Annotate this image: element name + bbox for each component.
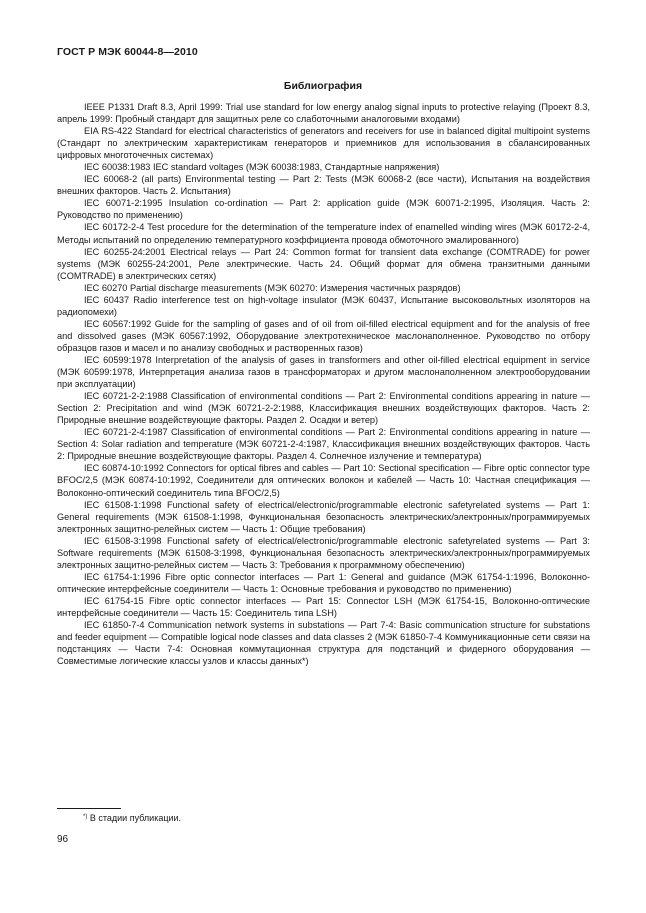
- bibliography-entry: IEC 60721-2-4:1987 Classification of environmental conditions — Part 2: Environmental conditions appearing in nature — Section 4: Solar radiation and temperature (МЭК 60721-2-4:1987, Классификация внешних воздействующих факторов. Часть 2: Природные внешние воздействующие факторы. Раздел 4. Солнечное излучение и температура): [57, 427, 590, 462]
- bibliography-entry: EIA RS-422 Standard for electrical characteristics of generators and receivers for use in balanced digital multipoint systems (Стандарт по электрическим характеристикам генераторов и приемников для использования в сбалансированных цифровых многоточечных системах): [57, 126, 590, 161]
- bibliography-entry: IEC 60172-2-4 Test procedure for the determination of the temperature index of enamelled winding wires (МЭК 60172-2-4, Методы испытаний по определению температурного коэффициента провода обмоточного эмалированного): [57, 222, 590, 245]
- bibliography-entry: IEC 60255-24:2001 Electrical relays — Part 24: Common format for transient data exchange (COMTRADE) for power systems (МЭК 60255-24:2001, Реле электрические. Часть 24. Общий формат для обмена транзитными данными (COMTRADE) в электрических сетях): [57, 246, 590, 281]
- bibliography-entry: IEC 61508-3:1998 Functional safety of electrical/electronic/programmable electronic safetyrelated systems — Part 3: Software requirements (МЭК 61508-3:1998, Функциональная безопасность электрических/электронных/программируемых электронных защитно-релейных систем — Часть 3: Требования к программному обеспечению): [57, 535, 590, 570]
- bibliography-list: [57, 101, 590, 667]
- bibliography-entry: IEC 61850-7-4 Communication network systems in substations — Part 7-4: Basic communication structure for substations and feeder equipment — Compatible logical node classes and data classes 2 (МЭК 61850-7-4 Коммуникационные сети связи на подстанциях — Части 7-4: Основная коммутационная структура для подстанций и фидерного оборудования — Совместимые логические классы узлов и классы данных*): [57, 620, 590, 667]
- page-number: 96: [57, 834, 69, 845]
- bibliography-entry: IEC 61754-1:1996 Fibre optic connector interfaces — Part 1: General and guidance (МЭК 61754-1:1996, Волоконно-оптические интерфейсные соединители — Часть 1: Основные требования и руководство по применению): [57, 571, 590, 594]
- bibliography-entry: IEEE P1331 Draft 8.3, April 1999: Trial use standard for low energy analog signal inputs to protective relaying (Проект 8.3, апрель 1999: Пробный стандарт для защитных реле со слаботочными аналоговыми входами): [57, 102, 590, 125]
- footnote-divider: [57, 808, 121, 809]
- bibliography-entry: IEC 60567:1992 Guide for the sampling of gases and of oil from oil-filled electrical equipment and for the analysis of free and dissolved gases (МЭК 60567:1992, Оборудование электротехническое маслонаполненное. Руководство по отбору образцов газов и масел и по анализу свободных и растворенных газов): [57, 318, 590, 353]
- bibliography-entry: IEC 60270 Partial discharge measurements (МЭК 60270: Измерения частичных разрядов): [84, 282, 461, 293]
- bibliography-entry: IEC 61508-1:1998 Functional safety of electrical/electronic/programmable electronic safetyrelated systems — Part 1: General requirements (МЭК 61508-1:1998, Функциональная безопасность электрических/электронных/программируемых электронных защитно-релейных систем — Часть 1: Общие требования): [57, 499, 590, 534]
- bibliography-entry: IEC 60071-2:1995 Insulation co-ordination — Part 2: application guide (МЭК 60071-2:1995, Изоляция. Часть 2: Руководство по применению): [57, 198, 590, 221]
- bibliography-entry: IEC 60874-10:1992 Connectors for optical fibres and cables — Part 10: Sectional specification — Fibre optic connector type BFOC/2,5 (МЭК 60874-10:1992, Соединители для оптических волокон и кабелей — Часть 10: Частная спецификация — Волоконно-оптический соединитель типа BFOC/2,5): [57, 463, 590, 498]
- footnote: [83, 812, 181, 824]
- footnote-text: В стадии публикации.: [89, 813, 182, 823]
- bibliography-entry: IEC 60721-2-2:1988 Classification of environmental conditions — Part 2: Environmental conditions appearing in nature — Section 2: Precipitation and wind (МЭК 60721-2-2:1988, Классификация внешних воздействующих факторов. Часть 2: Природные внешние воздействующие факторы. Раздел 2. Осадки и ветер): [57, 391, 590, 426]
- page-title: Библиография: [283, 80, 363, 92]
- bibliography-entry: IEC 60038:1983 IEC standard voltages (МЭК 60038:1983, Стандартные напряжения): [84, 162, 440, 173]
- bibliography-entry: IEC 60437 Radio interference test on high-voltage insulator (МЭК 60437, Испытание высоковольтных изоляторов на радиопомехи): [57, 294, 590, 317]
- bibliography-entry: IEC 60068-2 (all parts) Environmental testing — Part 2: Tests (МЭК 60068-2 (все части), Испытания на воздействия внешних факторов. Часть 2. Испытания): [57, 174, 590, 197]
- bibliography-entry: IEC 61754-15 Fibre optic connector interfaces — Part 15: Connector LSH (МЭК 61754-15, Волоконно-оптические интерфейсные соединители — Часть 15: Соединитель типа LSH): [57, 595, 590, 618]
- footnote-marker: *): [83, 814, 88, 820]
- standard-header: ГОСТ Р МЭК 60044-8—2010: [57, 46, 198, 58]
- bibliography-entry: IEC 60599:1978 Interpretation of the analysis of gases in transformers and other oil-filled electrical equipment in service (МЭК 60599:1978, Интерпретация анализа газов в трансформаторах и другом маслонаполненном электрооборудовании при эксплуатации): [57, 354, 590, 390]
